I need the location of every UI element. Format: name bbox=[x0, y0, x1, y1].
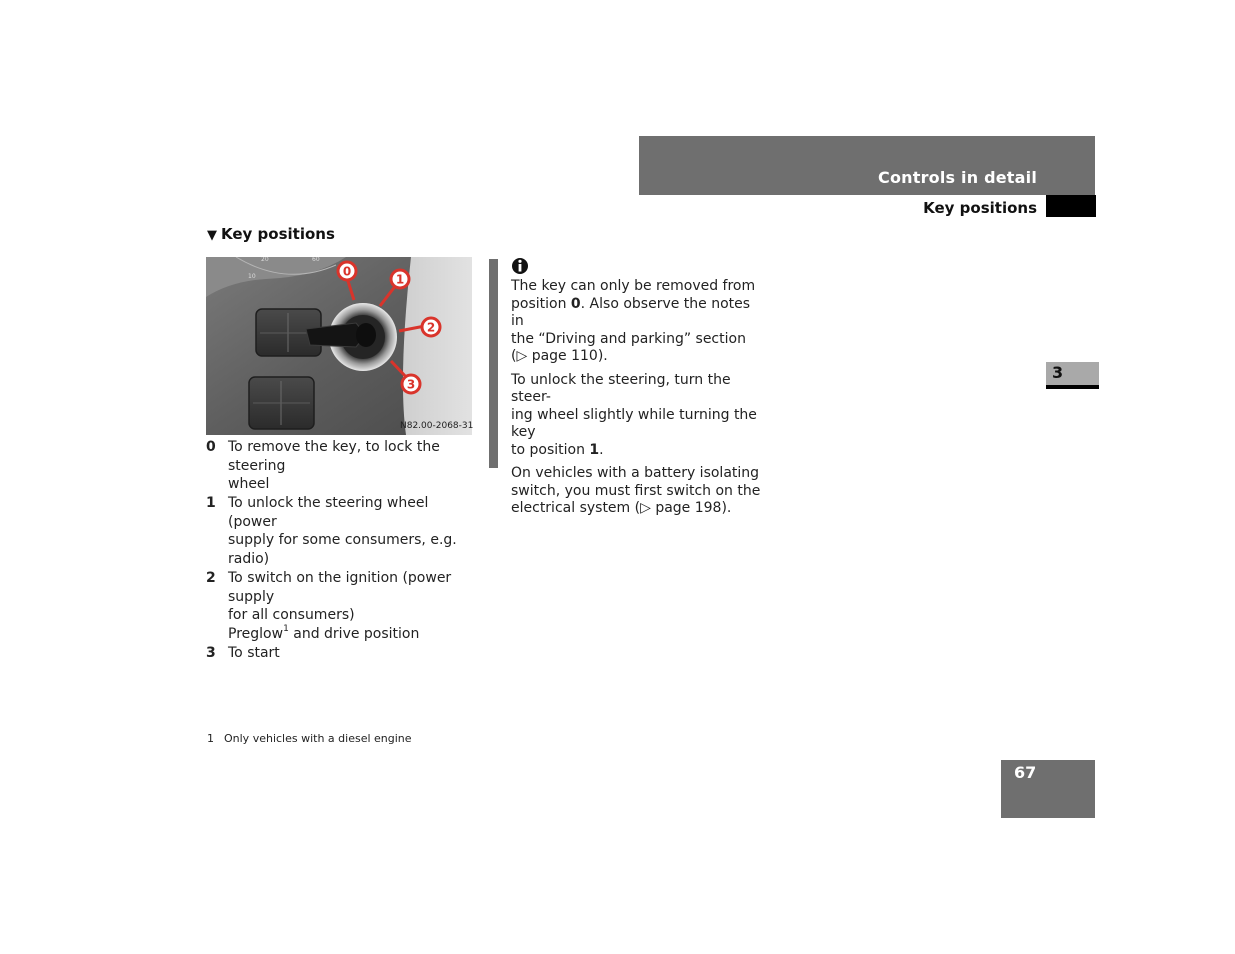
chapter-tab-number: 3 bbox=[1052, 363, 1064, 382]
footnote-text: Only vehicles with a diesel engine bbox=[224, 732, 412, 745]
callout-0 bbox=[338, 262, 356, 280]
info-text: to position bbox=[511, 441, 590, 458]
callout-3-label: 3 bbox=[406, 377, 416, 392]
footnote-mark: 1 bbox=[207, 732, 214, 745]
footnote bbox=[207, 732, 412, 745]
section-heading-text: Key positions bbox=[221, 225, 335, 243]
callout-0-label: 0 bbox=[342, 264, 352, 279]
info-line bbox=[511, 296, 761, 331]
section-marker-block bbox=[1046, 195, 1096, 217]
section-title: Key positions bbox=[923, 199, 1037, 217]
info-box-bar bbox=[489, 259, 498, 468]
info-line: The key can only be removed from bbox=[511, 278, 756, 294]
triangle-marker-icon: ▼ bbox=[207, 228, 217, 243]
chapter-tab-underline bbox=[1046, 385, 1099, 389]
ignition-lock-figure bbox=[206, 257, 472, 435]
info-text: . Also observe the notes in bbox=[511, 295, 751, 329]
chapter-title: Controls in detail bbox=[878, 168, 1037, 187]
info-icon bbox=[511, 256, 529, 276]
page-number: 67 bbox=[1014, 763, 1037, 782]
info-line bbox=[511, 442, 761, 460]
list-item-number: 0 bbox=[206, 439, 216, 455]
info-line bbox=[511, 500, 761, 518]
page-ref-arrow-icon: ▷ bbox=[640, 500, 651, 516]
ignition-lock-illustration bbox=[206, 257, 472, 435]
callout-1 bbox=[391, 270, 409, 288]
callout-1-label: 1 bbox=[395, 272, 405, 287]
list-item-text: To unlock the steering wheel (power bbox=[228, 495, 429, 530]
list-item-number: 2 bbox=[206, 570, 216, 587]
section-heading bbox=[207, 225, 335, 243]
info-bold-position: 1 bbox=[589, 441, 600, 458]
list-item-text: To start bbox=[228, 645, 280, 662]
figure-code: N82.00-2068-31 bbox=[400, 421, 474, 431]
info-line: switch, you must first switch on the bbox=[511, 482, 761, 499]
page-ref-link[interactable]: page 198). bbox=[650, 500, 732, 516]
switch-button-lower bbox=[249, 377, 314, 429]
page-ref-arrow-icon: ▷ bbox=[516, 348, 528, 364]
info-paragraph bbox=[511, 278, 761, 366]
info-line: On vehicles with a battery isolating bbox=[511, 465, 760, 481]
info-paragraph bbox=[511, 372, 761, 460]
list-item-number: 3 bbox=[206, 645, 216, 662]
list-item bbox=[206, 494, 476, 568]
list-item bbox=[206, 644, 476, 663]
info-text: electrical system ( bbox=[511, 500, 641, 516]
preglow-text: Preglow bbox=[228, 625, 284, 642]
info-paragraph bbox=[511, 465, 761, 518]
info-text: position bbox=[511, 295, 571, 312]
list-item-text: To remove the key, to lock the steering bbox=[228, 439, 440, 474]
drive-position-text: and drive position bbox=[288, 625, 420, 642]
info-box-text bbox=[511, 278, 761, 524]
list-item-text: To switch on the ignition (power supply bbox=[228, 570, 452, 605]
page-ref-link[interactable]: page 110). bbox=[527, 348, 608, 364]
list-item bbox=[206, 438, 476, 494]
list-item-text: supply for some consumers, e.g. radio) bbox=[228, 532, 457, 568]
callout-3 bbox=[402, 375, 420, 393]
gauge-label: 60 bbox=[312, 257, 320, 263]
callout-2-label: 2 bbox=[426, 320, 436, 335]
info-line: ing wheel slightly while turning the key bbox=[511, 406, 757, 440]
info-bold-position: 0 bbox=[570, 295, 581, 312]
info-line: To unlock the steering, turn the steer- bbox=[511, 371, 731, 405]
info-line: the “Driving and parking” section bbox=[511, 330, 746, 347]
list-item-text: for all consumers) bbox=[228, 607, 355, 624]
info-line: (▷ page 110). bbox=[511, 348, 608, 364]
list-item-text: wheel bbox=[228, 476, 270, 493]
list-item-number: 1 bbox=[206, 495, 216, 512]
gauge-label: 20 bbox=[261, 257, 269, 263]
gauge-label: 10 bbox=[248, 273, 256, 280]
footnote-ref[interactable]: 1 bbox=[283, 624, 289, 635]
key-positions-list bbox=[206, 438, 476, 663]
info-text: . bbox=[599, 441, 604, 458]
callout-2 bbox=[422, 318, 440, 336]
list-item-text-extra bbox=[228, 625, 476, 644]
list-item bbox=[206, 569, 476, 643]
